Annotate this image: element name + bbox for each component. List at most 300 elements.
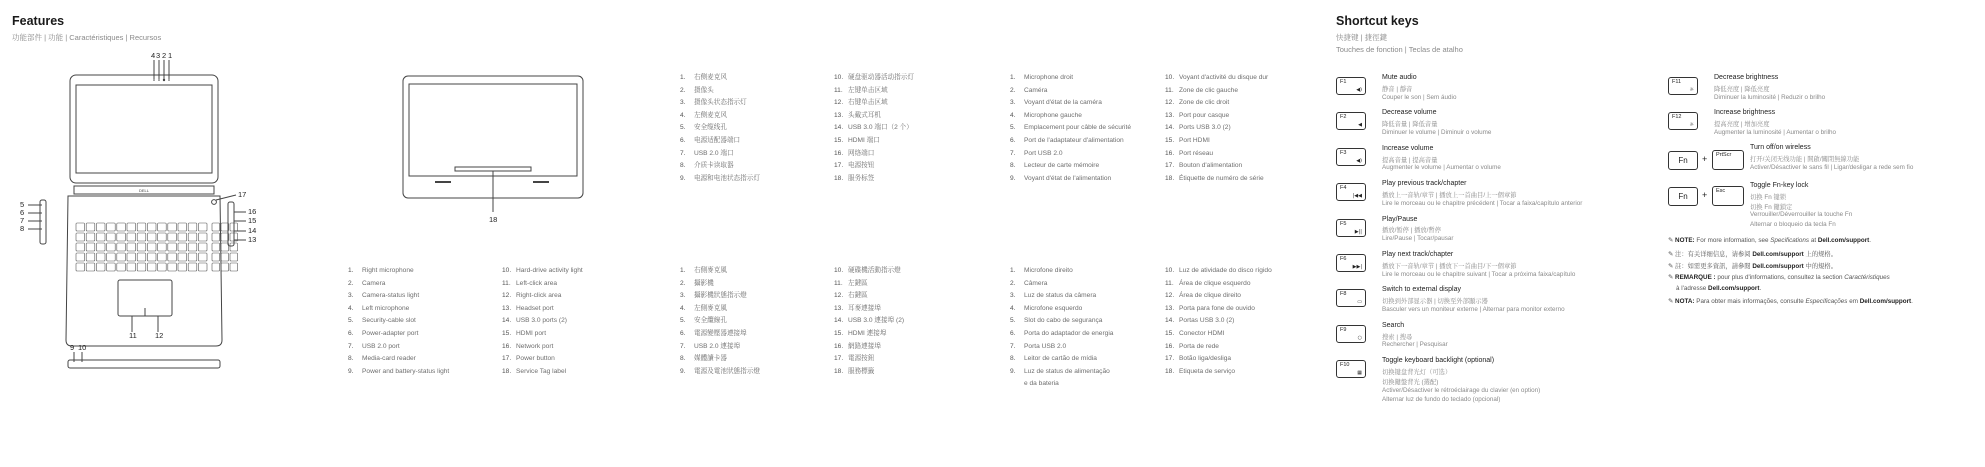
keyboard-key bbox=[107, 263, 116, 271]
note-icon: ✎ bbox=[1668, 298, 1676, 305]
list-item-label: 服务标签 bbox=[848, 174, 875, 182]
keyboard-key bbox=[168, 263, 177, 271]
list-item-label: Port réseau bbox=[1179, 149, 1214, 157]
support-link[interactable]: Dell.com/support bbox=[1859, 298, 1912, 305]
list-item-number: 3. bbox=[680, 99, 686, 107]
callout-11: 11 bbox=[129, 331, 137, 340]
numpad-key bbox=[230, 263, 238, 271]
numpad-key bbox=[221, 263, 229, 271]
keyboard-key bbox=[96, 263, 105, 271]
list-item-label: 安全缆线孔 bbox=[694, 124, 727, 132]
shortcut-translation: 播放下一音轨/章节 | 播放下一首曲目/下一個章節 bbox=[1382, 262, 1517, 270]
list-item-number: 4. bbox=[680, 304, 686, 312]
note-line: ✎ 注：有关详细信息，请参阅 Dell.com/support 上的规格。 bbox=[1668, 251, 1838, 258]
keyboard-key bbox=[178, 253, 187, 261]
list-item bbox=[834, 87, 888, 95]
list-item-number: 11. bbox=[834, 279, 843, 287]
list-item-label: USB 3.0 ports (2) bbox=[516, 317, 567, 325]
list-item-label: Luz de status da câmera bbox=[1024, 292, 1097, 300]
list-item bbox=[834, 280, 868, 288]
list-item-number: 1. bbox=[680, 267, 686, 274]
volume-up-icon: ◀) bbox=[1356, 157, 1362, 164]
list-item-number: 18. bbox=[834, 367, 844, 375]
list-item bbox=[1010, 380, 1059, 388]
list-item bbox=[1165, 355, 1231, 363]
list-item-number: 2. bbox=[348, 279, 354, 287]
shortcut-title: Search bbox=[1382, 321, 1405, 329]
list-item-label: 網路連接埠 bbox=[848, 342, 881, 350]
keyboard-key bbox=[198, 243, 207, 251]
shortcut-translation: 提高亮度 | 增加亮度 bbox=[1714, 121, 1770, 129]
keyboard-key bbox=[178, 243, 187, 251]
list-item-number: 5. bbox=[680, 124, 686, 132]
list-item-label: Port USB 2.0 bbox=[1024, 149, 1063, 157]
list-item-label: Luz de status de alimentação bbox=[1024, 367, 1110, 375]
list-item bbox=[834, 317, 904, 325]
list-item-number: 10. bbox=[1165, 74, 1175, 81]
list-item-number: 9. bbox=[680, 367, 686, 375]
list-item-number: 12. bbox=[1165, 292, 1175, 300]
list-item bbox=[1165, 292, 1241, 300]
keyboard-key bbox=[96, 223, 105, 231]
list-item-number: 9. bbox=[680, 174, 686, 182]
key-fn: Fn bbox=[1668, 151, 1698, 170]
key-f2 bbox=[1336, 112, 1366, 130]
shortcut-translation: Lire le morceau ou le chapitre précédent | Tocar a faixa/capítulo anterior bbox=[1382, 199, 1583, 207]
list-item-number: 17. bbox=[1165, 355, 1175, 363]
numpad-key bbox=[212, 223, 220, 231]
key-label: F5 bbox=[1340, 220, 1347, 227]
callout-17: 17 bbox=[238, 190, 247, 199]
list-item-number: 7. bbox=[348, 342, 354, 350]
plus-sign: + bbox=[1702, 154, 1708, 164]
shortcut-translation: Diminuer la luminosité | Reduzir o brilho bbox=[1714, 93, 1826, 101]
list-item-label: Porta USB 2.0 bbox=[1024, 342, 1067, 350]
numpad-key bbox=[212, 243, 220, 251]
list-item-label: 右键单击区域 bbox=[848, 99, 888, 107]
list-item-number: 13. bbox=[1165, 111, 1175, 119]
list-item-number: 4. bbox=[1010, 111, 1016, 119]
note-icon: ✎ bbox=[1668, 274, 1676, 281]
callout-7: 7 bbox=[20, 216, 25, 225]
list-item-label: Port HDMI bbox=[1179, 137, 1210, 144]
list-item bbox=[348, 368, 449, 376]
list-item bbox=[680, 292, 747, 300]
list-item-number: 5. bbox=[1010, 317, 1016, 325]
volume-down-icon: ◀ bbox=[1358, 122, 1362, 129]
list-item-number: 16. bbox=[834, 149, 844, 157]
key-label: F12 bbox=[1672, 114, 1682, 121]
list-item bbox=[1165, 267, 1272, 275]
shortcuts-subtitle-1: 快捷键 | 捷徑鍵 bbox=[1336, 33, 1388, 42]
list-item-number: 8. bbox=[1010, 355, 1016, 363]
list-item-label: Microphone gauche bbox=[1024, 111, 1082, 119]
list-item-number: 2. bbox=[680, 279, 686, 287]
list-item-label: 攝影機狀態指示燈 bbox=[694, 292, 747, 300]
list-item-label: 电源适配器端口 bbox=[694, 137, 741, 144]
keyboard-key bbox=[158, 233, 167, 241]
keyboard-key bbox=[188, 233, 197, 241]
list-item-number: 14. bbox=[1165, 124, 1175, 132]
list-item-label: 摄像头状态指示灯 bbox=[694, 99, 747, 107]
list-item-label: Microfone esquerdo bbox=[1024, 304, 1083, 312]
key-prtscr bbox=[1712, 150, 1744, 170]
keyboard-key bbox=[168, 233, 177, 241]
list-item bbox=[502, 317, 567, 325]
shortcuts-title: Shortcut keys bbox=[1336, 14, 1419, 28]
list-item bbox=[834, 368, 874, 376]
list-item bbox=[1165, 305, 1255, 313]
list-item-number: 2. bbox=[1010, 86, 1016, 94]
list-item-label: USB 2.0 端口 bbox=[694, 149, 734, 157]
back-panel bbox=[409, 84, 577, 176]
keyboard-key bbox=[76, 223, 85, 231]
list-item bbox=[834, 292, 868, 300]
support-link[interactable]: Dell.com/support bbox=[1752, 263, 1804, 270]
list-item-number: 13. bbox=[834, 111, 844, 119]
brightness-up-icon: ☼ bbox=[1689, 122, 1694, 129]
shortcut-title: Decrease brightness bbox=[1714, 74, 1779, 81]
list-item-number: 7. bbox=[1010, 342, 1016, 350]
keyboard-key bbox=[86, 233, 95, 241]
keyboard-key bbox=[198, 233, 207, 241]
note-line: ✎ 註：如需更多資訊，請參閱 Dell.com/support 中的規格。 bbox=[1668, 263, 1838, 270]
list-item bbox=[680, 74, 727, 82]
list-item bbox=[680, 87, 714, 95]
shortcut-title: Switch to external display bbox=[1382, 286, 1461, 294]
list-item-number: 14. bbox=[834, 317, 844, 325]
callout-16: 16 bbox=[248, 207, 257, 216]
list-item-label: 硬碟機活動指示燈 bbox=[848, 267, 901, 274]
list-item-label: Luz de atividade do disco rígido bbox=[1179, 267, 1272, 274]
list-item bbox=[1165, 150, 1213, 158]
list-item-label: USB 3.0 連接埠 (2) bbox=[848, 317, 905, 325]
external-display-icon: ▭ bbox=[1357, 299, 1362, 306]
keyboard-key bbox=[178, 223, 187, 231]
list-item-number: 15. bbox=[502, 330, 512, 337]
list-item bbox=[348, 267, 414, 275]
shortcut-translation: 降低音量 | 降低音量 bbox=[1382, 121, 1438, 129]
keyboard-key bbox=[158, 223, 167, 231]
list-item bbox=[1165, 124, 1231, 132]
note-label: REMARQUE : bbox=[1675, 274, 1716, 281]
list-item-number: 15. bbox=[1165, 137, 1175, 144]
keyboard-key bbox=[127, 263, 136, 271]
list-item bbox=[348, 280, 385, 288]
keyboard-key bbox=[147, 233, 156, 241]
numpad-key bbox=[221, 243, 229, 251]
list-item bbox=[1010, 317, 1102, 325]
list-item-label: 電源及電池狀態指示燈 bbox=[694, 367, 760, 375]
key-f9 bbox=[1336, 325, 1366, 343]
list-item bbox=[1165, 330, 1224, 338]
list-item bbox=[834, 355, 874, 363]
keyboard-key bbox=[178, 233, 187, 241]
keyboard-key bbox=[76, 253, 85, 261]
key-f5 bbox=[1336, 219, 1366, 237]
list-item-number: 14. bbox=[1165, 317, 1175, 325]
features-title: Features bbox=[12, 14, 65, 28]
list-item bbox=[680, 162, 734, 170]
keyboard-key bbox=[158, 263, 167, 271]
list-item-label: Port pour casque bbox=[1179, 111, 1230, 119]
keyboard-key bbox=[178, 263, 187, 271]
keyboard-key bbox=[168, 223, 177, 231]
list-item bbox=[1165, 368, 1235, 376]
list-item bbox=[834, 343, 881, 351]
list-item-label: 网络端口 bbox=[848, 149, 875, 157]
list-item bbox=[680, 137, 740, 145]
list-item-number: 9. bbox=[1010, 174, 1016, 182]
list-item-label: 头戴式耳机 bbox=[848, 111, 881, 119]
plus-sign: + bbox=[1702, 190, 1708, 200]
list-item-number: 9. bbox=[1010, 367, 1016, 375]
list-item-label: Power and battery-status light bbox=[362, 367, 450, 375]
list-item-label: HDMI port bbox=[516, 330, 547, 337]
list-item bbox=[834, 162, 874, 170]
keyboard-key bbox=[188, 263, 197, 271]
list-item-number: 18. bbox=[834, 174, 844, 182]
key-f10 bbox=[1336, 360, 1366, 378]
list-item-label: 右鍵區 bbox=[848, 292, 868, 300]
note-icon: ✎ bbox=[1668, 237, 1676, 244]
shortcut-title: Increase brightness bbox=[1714, 109, 1776, 117]
list-item-label: Camera bbox=[362, 279, 386, 287]
list-item-number: 17. bbox=[834, 162, 844, 170]
shortcut-translation: Augmenter le volume | Aumentar o volume bbox=[1382, 164, 1501, 172]
list-item-label: Camera-status light bbox=[362, 292, 420, 300]
camera-dot bbox=[163, 79, 165, 81]
list-item-number: 5. bbox=[348, 317, 354, 325]
callout-12: 12 bbox=[155, 331, 164, 340]
key-f4 bbox=[1336, 183, 1366, 201]
next-track-icon: ▶▶| bbox=[1352, 264, 1362, 270]
list-item-label: 左侧麦克风 bbox=[694, 111, 727, 119]
keyboard-key bbox=[188, 223, 197, 231]
shortcut-translation: Alternar o bloqueio da tecla Fn bbox=[1750, 221, 1836, 229]
list-item-number: 13. bbox=[834, 304, 844, 312]
list-item-number: 3. bbox=[680, 292, 686, 300]
shortcut-translation: 切换键盘背光灯（可选） bbox=[1382, 369, 1452, 376]
list-item bbox=[1010, 292, 1096, 300]
keyboard-key bbox=[76, 233, 85, 241]
shortcut-translation: 切換 Fn 鍵鎖定 bbox=[1750, 203, 1793, 211]
list-item-label: Porta para fone de ouvido bbox=[1179, 304, 1255, 312]
list-item-label: 電源變壓器連接埠 bbox=[694, 330, 747, 337]
list-item-number: 18. bbox=[1165, 367, 1175, 375]
list-item bbox=[502, 305, 554, 313]
key-label: F4 bbox=[1340, 185, 1347, 192]
list-item-number: 6. bbox=[680, 330, 686, 337]
list-item bbox=[680, 343, 740, 351]
callout-10: 10 bbox=[78, 343, 87, 352]
list-item bbox=[1010, 175, 1111, 183]
list-item-label: e da bateria bbox=[1024, 380, 1059, 388]
list-item-number: 12. bbox=[502, 292, 512, 300]
list-item-label: USB 3.0 端口（2 个） bbox=[848, 124, 913, 132]
list-item-number: 16. bbox=[834, 342, 844, 350]
list-item bbox=[1010, 305, 1082, 313]
key-f3 bbox=[1336, 148, 1366, 166]
list-item-label: Caméra bbox=[1024, 86, 1048, 94]
support-link[interactable]: Dell.com/support bbox=[1708, 285, 1760, 292]
list-item bbox=[834, 112, 881, 120]
list-item-label: USB 2.0 port bbox=[362, 342, 400, 350]
list-item bbox=[680, 330, 747, 338]
keyboard-key bbox=[147, 253, 156, 261]
callout-9: 9 bbox=[70, 343, 75, 352]
list-item-number: 18. bbox=[502, 367, 512, 375]
key-label: F10 bbox=[1340, 362, 1350, 369]
callout-1: 1 bbox=[168, 51, 173, 60]
keyboard-key bbox=[188, 253, 197, 261]
list-item-label: HDMI 連接埠 bbox=[848, 330, 887, 337]
shortcut-translation: 打开/关闭无线功能 | 開啟/關閉無線功能 bbox=[1750, 155, 1860, 163]
left-side-ports bbox=[40, 200, 46, 244]
list-item bbox=[1010, 368, 1110, 376]
keyboard-key bbox=[117, 243, 126, 251]
list-item-number: 17. bbox=[1165, 162, 1175, 170]
list-item-label: 耳麥連接埠 bbox=[848, 304, 881, 312]
note-label: NOTA: bbox=[1675, 298, 1695, 305]
list-item-label: Voyant d'état de la caméra bbox=[1024, 99, 1102, 107]
numpad-key bbox=[221, 253, 229, 261]
list-item bbox=[1165, 280, 1250, 288]
note-line: à l'adresse Dell.com/support. bbox=[1676, 285, 1762, 292]
list-item bbox=[1010, 343, 1066, 351]
list-item-number: 4. bbox=[1010, 304, 1016, 312]
callout-3: 3 bbox=[156, 51, 161, 60]
key-f11 bbox=[1668, 77, 1698, 95]
numpad-key bbox=[212, 253, 220, 261]
list-item-label: Área de clique esquerdo bbox=[1179, 279, 1251, 287]
keyboard-key bbox=[198, 263, 207, 271]
list-item-label: Service Tag label bbox=[516, 367, 567, 375]
list-item bbox=[502, 368, 566, 376]
keyboard-key bbox=[137, 233, 146, 241]
list-item bbox=[1010, 162, 1099, 170]
key-label: Esc bbox=[1716, 188, 1726, 194]
list-item bbox=[502, 330, 546, 338]
list-item bbox=[834, 124, 913, 132]
list-item bbox=[680, 280, 714, 288]
shortcut-title: Toggle keyboard backlight (optional) bbox=[1382, 357, 1495, 365]
shortcut-title: Increase volume bbox=[1382, 144, 1434, 152]
list-item-label: 摄像头 bbox=[694, 86, 714, 94]
list-item bbox=[680, 267, 727, 275]
keyboard-key bbox=[137, 263, 146, 271]
list-item-number: 5. bbox=[1010, 124, 1016, 132]
list-item-number: 1. bbox=[1010, 267, 1016, 274]
list-item bbox=[1010, 150, 1062, 158]
service-tag bbox=[455, 167, 531, 171]
keyboard-key bbox=[76, 243, 85, 251]
list-item-label: Botão liga/desliga bbox=[1179, 355, 1232, 363]
list-item-number: 6. bbox=[1010, 137, 1016, 144]
list-item-label: Power-adapter port bbox=[362, 330, 419, 337]
numpad-key bbox=[212, 233, 220, 241]
list-item bbox=[834, 99, 888, 107]
key-esc bbox=[1712, 186, 1744, 206]
list-item-label: Bouton d'alimentation bbox=[1179, 162, 1243, 170]
list-item bbox=[502, 343, 553, 351]
note-line: ✎ NOTA: Para obter mais informações, consulte Especificações em Dell.com/support. bbox=[1668, 298, 1913, 305]
shortcut-translation: Alternar luz de fundo do teclado (opcional) bbox=[1382, 396, 1501, 404]
shortcuts-subtitle-2: Touches de fonction | Teclas de atalho bbox=[1336, 45, 1463, 54]
list-item-label: Microphone droit bbox=[1024, 74, 1074, 81]
list-item-number: 3. bbox=[348, 292, 354, 300]
list-item-label: Câmera bbox=[1024, 279, 1048, 287]
list-item bbox=[348, 355, 416, 363]
list-item bbox=[1010, 330, 1113, 338]
list-item bbox=[680, 124, 727, 132]
list-item bbox=[348, 330, 418, 338]
list-item bbox=[1010, 124, 1131, 132]
list-item bbox=[680, 112, 727, 120]
list-item-label: Emplacement pour câble de sécurité bbox=[1024, 124, 1132, 132]
list-item bbox=[348, 317, 416, 325]
keyboard bbox=[76, 223, 238, 271]
list-item-number: 7. bbox=[680, 149, 686, 157]
list-item-number: 16. bbox=[502, 342, 512, 350]
list-item bbox=[680, 305, 727, 313]
list-item-label: Port de l'adaptateur d'alimentation bbox=[1024, 137, 1124, 144]
key-f1 bbox=[1336, 77, 1366, 95]
keyboard-key bbox=[127, 233, 136, 241]
note-icon: ✎ bbox=[1668, 263, 1676, 270]
list-item bbox=[1010, 355, 1097, 363]
list-item-label: Zone de clic droit bbox=[1179, 99, 1230, 107]
list-item-label: Ports USB 3.0 (2) bbox=[1179, 124, 1231, 132]
list-item-label: 左键单击区域 bbox=[848, 86, 888, 94]
shortcut-translation: Diminuer le volume | Diminuir o volume bbox=[1382, 129, 1492, 136]
list-item bbox=[1010, 99, 1102, 107]
list-item-number: 8. bbox=[1010, 162, 1016, 170]
list-item-number: 1. bbox=[348, 267, 354, 274]
shortcut-translation: Rechercher | Pesquisar bbox=[1382, 341, 1448, 349]
list-item-label: 介质卡读取器 bbox=[694, 162, 734, 170]
shortcut-title: Mute audio bbox=[1382, 74, 1417, 81]
power-button-shape bbox=[212, 200, 217, 205]
callout-18: 18 bbox=[489, 215, 498, 224]
note-icon: ✎ bbox=[1668, 251, 1676, 258]
front-edge bbox=[68, 360, 220, 368]
shortcut-translation: Couper le son | Sem áudio bbox=[1382, 93, 1457, 101]
brightness-down-icon: ☼ bbox=[1689, 87, 1694, 93]
list-item-number: 10. bbox=[502, 267, 512, 274]
note-label: NOTE: bbox=[1675, 237, 1695, 244]
list-item-label: Left microphone bbox=[362, 304, 410, 312]
list-item-label: 攝影機 bbox=[694, 279, 714, 287]
numpad-key bbox=[221, 233, 229, 241]
key-label: F11 bbox=[1672, 79, 1682, 85]
list-item-label: Right-click area bbox=[516, 292, 562, 300]
laptop-front-diagram bbox=[0, 40, 260, 380]
list-item-number: 16. bbox=[1165, 149, 1175, 157]
svg-text:DELL: DELL bbox=[138, 188, 150, 193]
list-item-label: 服務標籤 bbox=[848, 367, 875, 375]
keyboard-key bbox=[158, 243, 167, 251]
keyboard-key bbox=[147, 223, 156, 231]
list-item bbox=[502, 355, 555, 363]
display-lid bbox=[70, 75, 218, 183]
shortcut-title: Play/Pause bbox=[1382, 215, 1418, 223]
support-link[interactable]: Dell.com/support bbox=[1752, 251, 1804, 258]
support-link[interactable]: Dell.com/support bbox=[1817, 237, 1870, 244]
shortcut-translation: 切换到外部显示器 | 切換至外部顯示器 bbox=[1382, 298, 1488, 306]
note-line: ✎ NOTE: For more information, see Specifications at Dell.com/support. bbox=[1668, 237, 1872, 244]
list-item-label: 左鍵區 bbox=[848, 279, 868, 287]
